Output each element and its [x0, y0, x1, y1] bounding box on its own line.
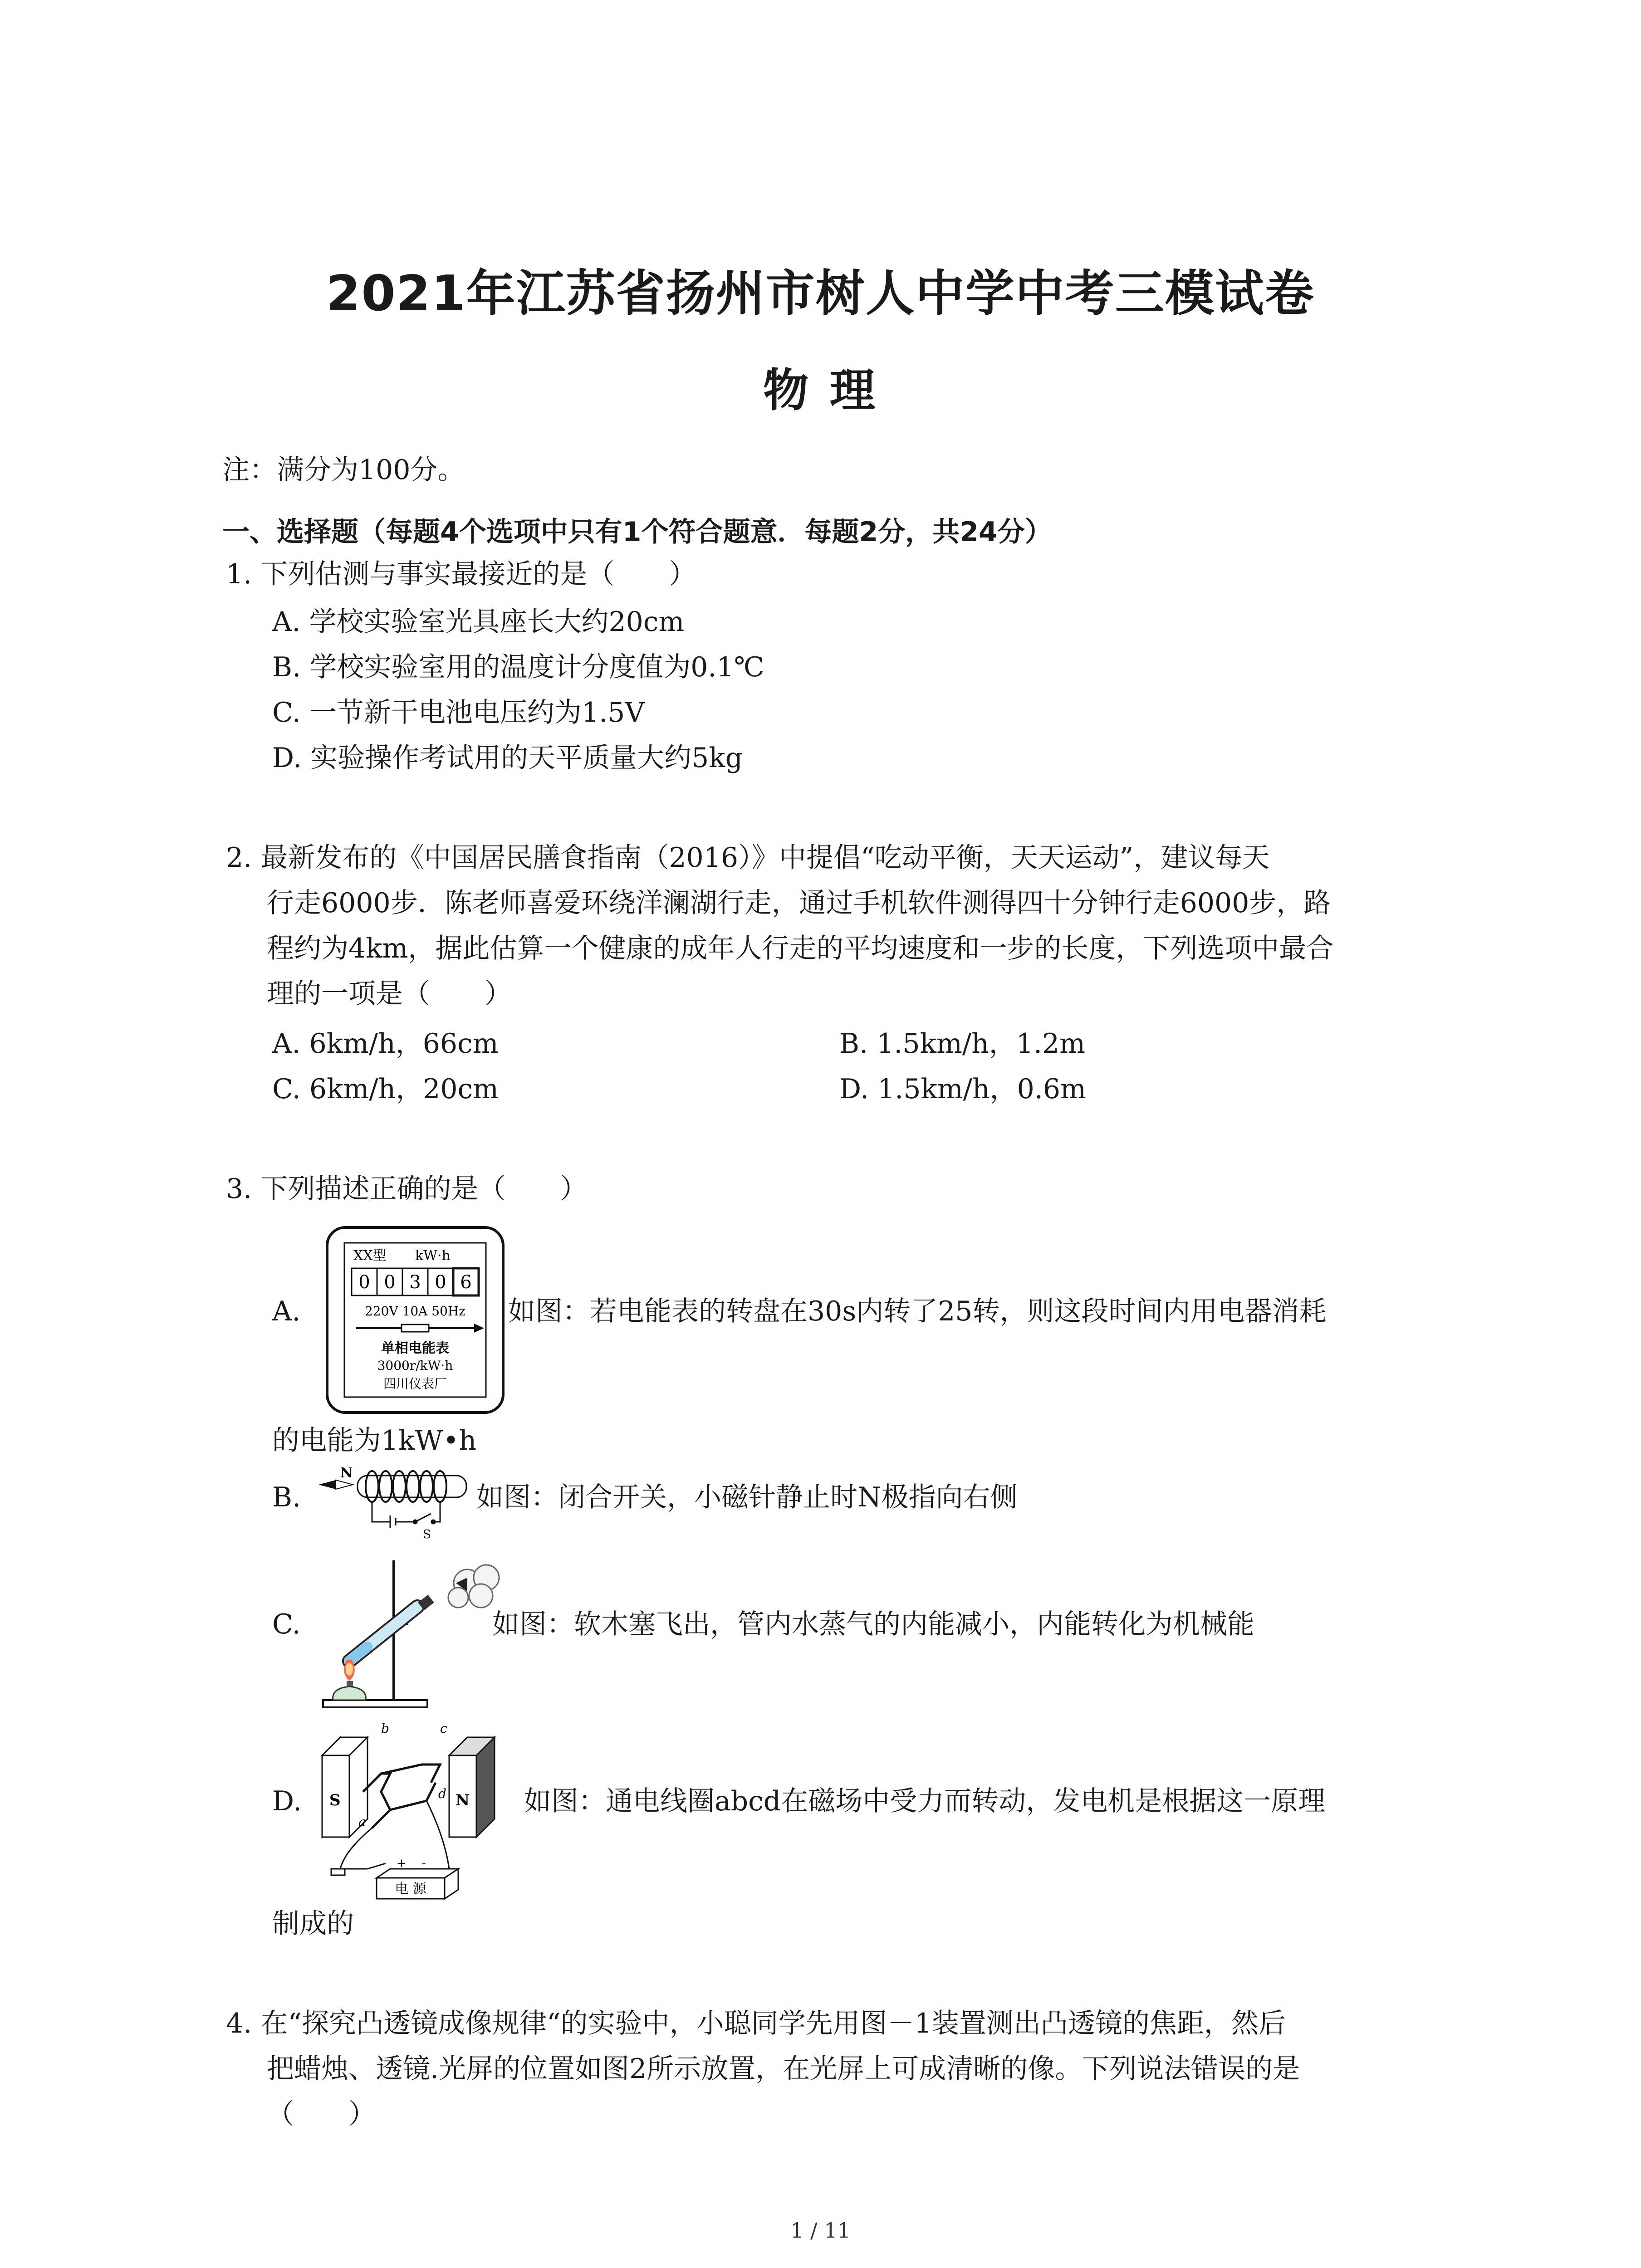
question-2-line-1: 2. 最新发布的《中国居民膳食指南（2016）》中提倡“吃动平衡，天天运动”，建议每天: [226, 842, 1270, 874]
power-minus: -: [422, 1857, 426, 1870]
compass-needle: [318, 1465, 353, 1489]
solenoid-circuit: [372, 1502, 440, 1528]
q3-option-a-letter: A.: [272, 1295, 301, 1327]
meter-rate: 3000r/kW·h: [377, 1358, 453, 1373]
solenoid-core: [358, 1476, 466, 1497]
question-1-stem: 1. 下列估测与事实最接近的是（ ）: [226, 558, 696, 590]
meter-digit-display: [352, 1268, 479, 1295]
subject-title: 物 理: [763, 364, 878, 417]
q3-option-b-letter: B.: [272, 1481, 301, 1513]
solenoid-figure: [318, 1463, 476, 1540]
meter-digit: 0: [435, 1272, 446, 1293]
question-4-line-2: 把蜡烛、透镜.光屏的位置如图2所示放置，在光屏上可成清晰的像。下列说法错误的是: [267, 2053, 1300, 2085]
q2-option-a: A. 6km/h，66cm: [272, 1028, 499, 1060]
power-plus: +: [397, 1857, 407, 1870]
meter-specs: 220V 10A 50Hz: [364, 1304, 466, 1319]
q3-option-c-letter: C.: [272, 1608, 301, 1640]
q3-option-a-text: 如图：若电能表的转盘在30s内转了25转，则这段时间内用电器消耗: [508, 1295, 1327, 1327]
q1-option-d: D. 实验操作考试用的天平质量大约5kg: [272, 742, 743, 774]
q3-option-b-text: 如图：闭合开关，小磁针静止时N极指向右侧: [476, 1481, 1018, 1513]
question-2-line-2: 行走6000步．陈老师喜爱环绕洋澜湖行走，通过手机软件测得四十分钟行走6000步，路: [267, 887, 1331, 919]
power-label: 电 源: [395, 1881, 426, 1897]
question-2-line-3: 程约为4km，据此估算一个健康的成年人行走的平均速度和一步的长度，下列选项中最合: [267, 933, 1334, 964]
q2-option-d: D. 1.5km/h，0.6m: [839, 1073, 1086, 1105]
meter-digit: 3: [409, 1272, 421, 1293]
q2-option-b: B. 1.5km/h，1.2m: [839, 1028, 1086, 1060]
question-4-line-3: （ ）: [267, 2098, 376, 2130]
meter-digit: 0: [358, 1272, 370, 1293]
q3-option-a-continuation: 的电能为1kW•h: [272, 1425, 477, 1457]
q3-option-c-text: 如图：软木塞飞出，管内水蒸气的内能减小，内能转化为机械能: [492, 1608, 1254, 1640]
steam-cork-figure: [318, 1556, 508, 1710]
question-2-line-4: 理的一项是（ ）: [267, 978, 512, 1010]
meter-rotation-arrow: [356, 1324, 484, 1333]
exam-title: 2021年江苏省扬州市树人中学中考三模试卷: [326, 265, 1315, 322]
electric-meter-figure: [324, 1225, 506, 1415]
s-pole-label: S: [329, 1791, 341, 1809]
section-heading: 一、选择题（每题4个选项中只有1个符合题意．每题2分，共24分）: [222, 516, 1052, 548]
coil-label-d: d: [438, 1786, 446, 1801]
coil-label-a: a: [358, 1814, 366, 1829]
q1-option-c: C. 一节新干电池电压约为1.5V: [272, 697, 645, 728]
q2-option-c: C. 6km/h，20cm: [272, 1073, 499, 1105]
power-supply: [377, 1857, 458, 1899]
q3-option-d-letter: D.: [272, 1785, 302, 1817]
motor-figure: [313, 1719, 522, 1905]
meter-model: XX型: [353, 1248, 387, 1264]
q1-option-b: B. 学校实验室用的温度计分度值为0.1℃: [272, 651, 764, 683]
page-number: 1 / 11: [790, 2218, 851, 2243]
magnet-n-pole: [449, 1737, 495, 1837]
alcohol-lamp: [333, 1660, 366, 1700]
needle-n-label: N: [340, 1465, 353, 1481]
coil-label-b: b: [381, 1721, 389, 1736]
question-3-stem: 3. 下列描述正确的是（ ）: [226, 1173, 588, 1205]
q1-option-a: A. 学校实验室光具座长大约20cm: [272, 606, 685, 638]
note: 注：满分为100分。: [222, 454, 465, 486]
q3-option-d-continuation: 制成的: [272, 1908, 354, 1940]
question-4-line-1: 4. 在“探究凸透镜成像规律“的实验中，小聪同学先用图－1装置测出凸透镜的焦距，然后: [226, 2008, 1286, 2039]
coil-label-c: c: [440, 1721, 447, 1736]
n-pole-label: N: [456, 1791, 470, 1809]
q3-option-d-text: 如图：通电线圈abcd在磁场中受力而转动，发电机是根据这一原理: [524, 1785, 1326, 1817]
meter-digit: 0: [384, 1272, 396, 1293]
meter-maker: 四川仪表厂: [383, 1376, 447, 1391]
meter-unit: kW·h: [415, 1248, 451, 1264]
stand-base: [323, 1700, 427, 1707]
meter-name: 单相电能表: [381, 1340, 449, 1356]
meter-digit: 6: [460, 1272, 472, 1293]
coil-abcd: [363, 1765, 440, 1828]
test-tube: [349, 1607, 417, 1661]
switch-s-label: S: [423, 1528, 431, 1540]
steam-cloud: [448, 1565, 499, 1608]
